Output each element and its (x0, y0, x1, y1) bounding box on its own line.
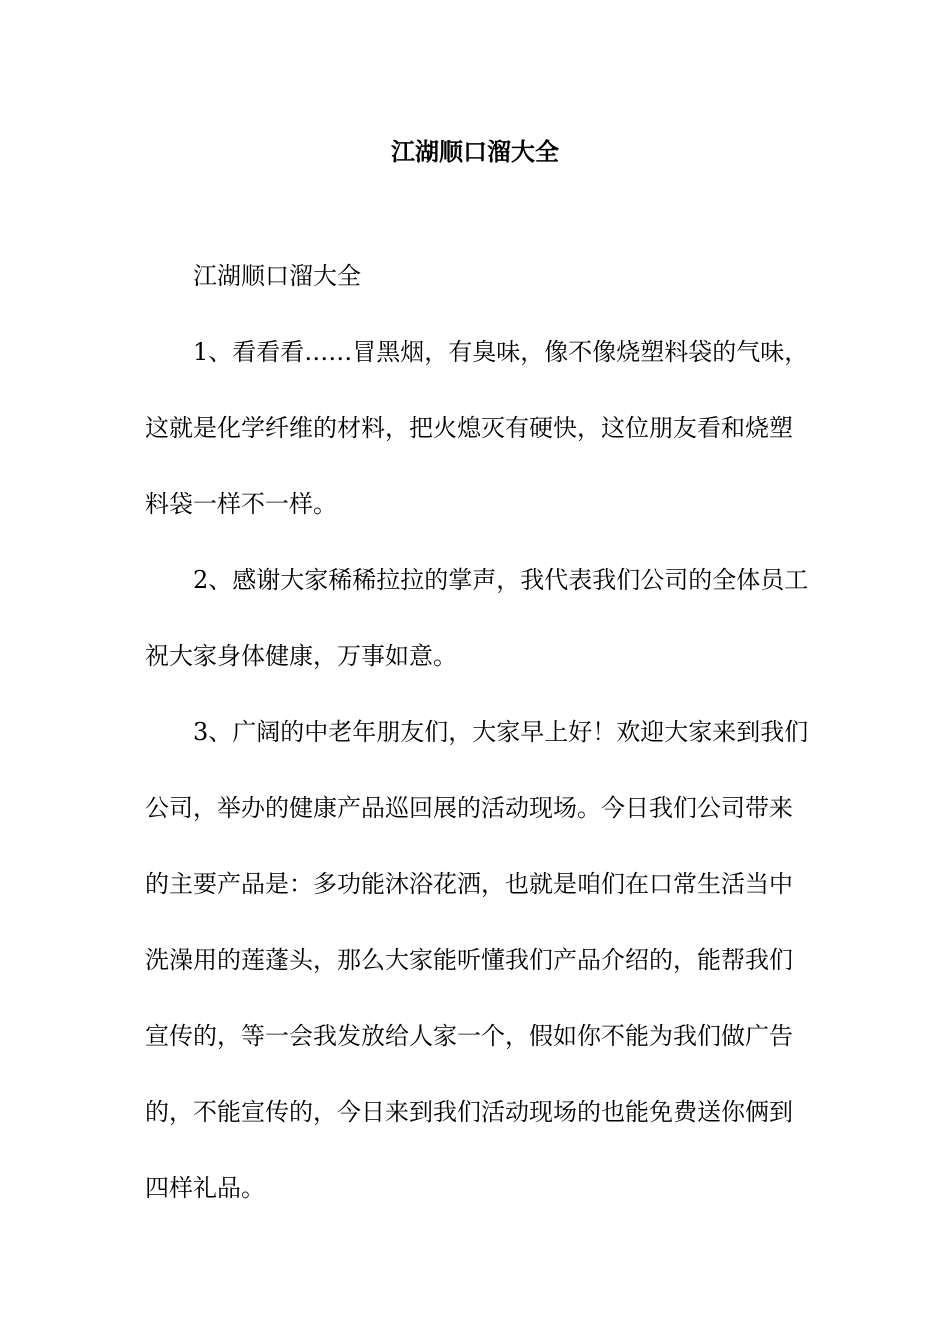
paragraph-line: 的，不能宣传的，今日来到我们活动现场的也能免费送你俩到 (145, 1098, 793, 1126)
paragraph-3 (145, 713, 809, 1207)
document-title: 江湖顺口溜大全 (391, 137, 559, 166)
paragraph-subtitle (145, 257, 809, 295)
paragraph-line: 四样礼品。 (145, 1174, 265, 1202)
subtitle-line: 江湖顺口溜大全 (193, 262, 361, 290)
paragraph-line: 料袋一样不一样。 (145, 490, 337, 518)
paragraph-line: 这就是化学纤维的材料，把火熄灭有硬快，这位朋友看和烧塑 (145, 414, 793, 442)
paragraph-line: 3、广阔的中老年朋友们，大家早上好！欢迎大家来到我们 (193, 718, 809, 746)
document-body (145, 257, 809, 1245)
paragraph-line: 洗澡用的莲蓬头，那么大家能听懂我们产品介绍的，能帮我们 (145, 946, 793, 974)
paragraph-line: 公司，举办的健康产品巡回展的活动现场。今日我们公司带来 (145, 794, 793, 822)
paragraph-line: 的主要产品是：多功能沐浴花洒，也就是咱们在口常生活当中 (145, 870, 793, 898)
paragraph-line: 2、感谢大家稀稀拉拉的掌声，我代表我们公司的全体员工 (193, 566, 809, 594)
paragraph-line: 1、看看看……冒黑烟，有臭味，像不像烧塑料袋的气味， (193, 338, 809, 366)
paragraph-2 (145, 561, 809, 675)
paragraph-1 (145, 333, 809, 523)
paragraph-line: 祝大家身体健康，万事如意。 (145, 642, 457, 670)
paragraph-line: 宣传的，等一会我发放给人家一个，假如你不能为我们做广告 (145, 1022, 793, 1050)
